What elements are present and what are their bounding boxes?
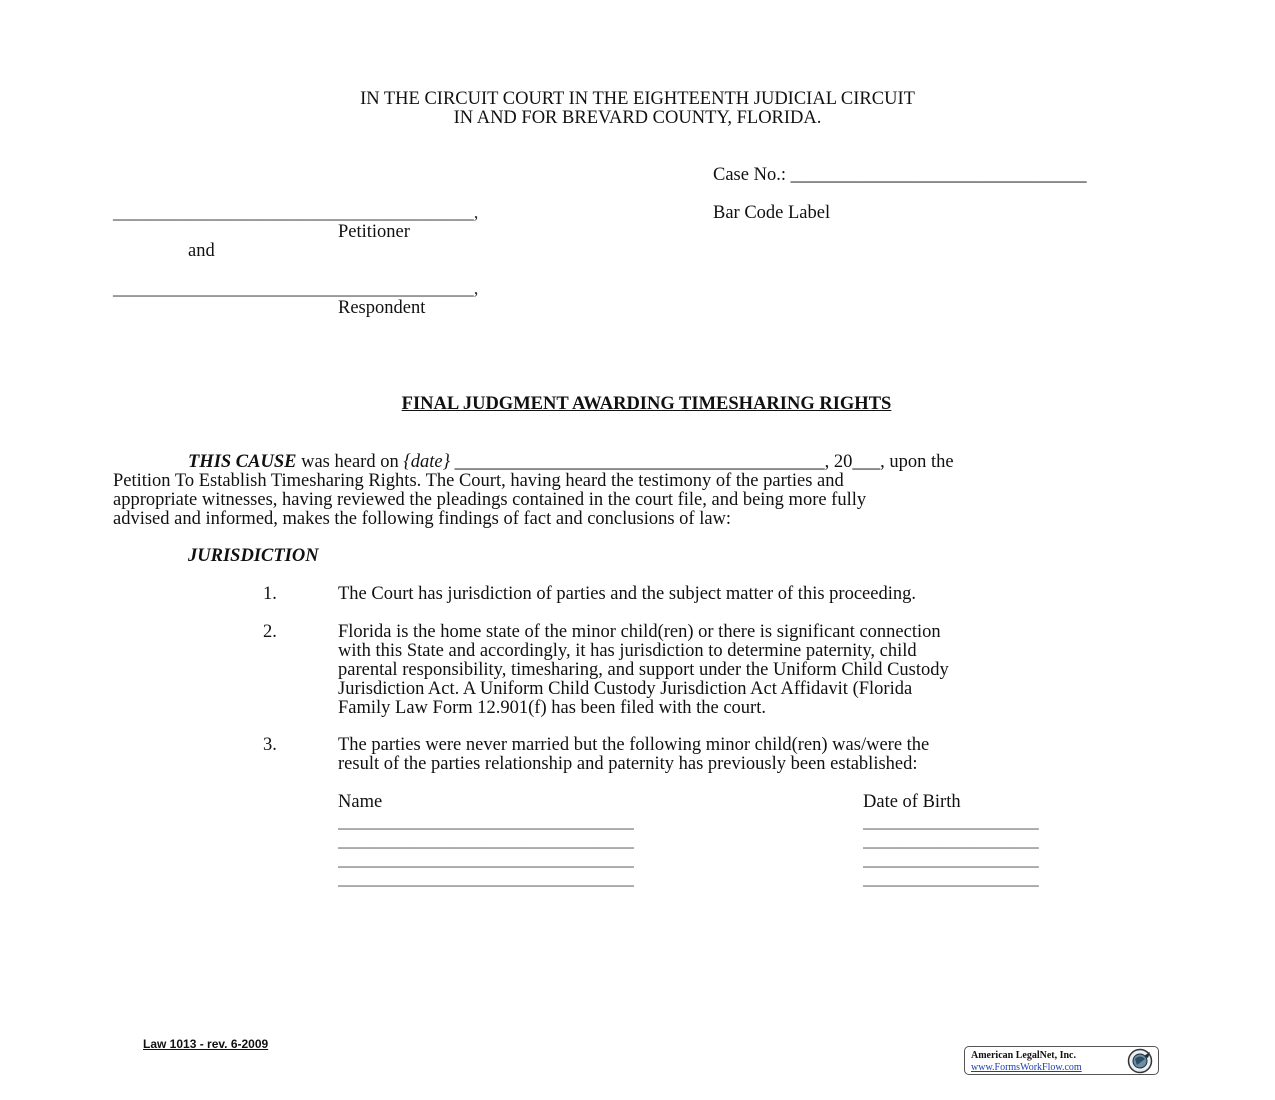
date-placeholder: {date} [403,452,450,472]
item-line: Jurisdiction Act. A Uniform Child Custody Jurisdiction Act Affidavit (Florida [338,679,913,699]
bar-code-label: Bar Code Label [713,203,831,223]
globe-seal-icon [1126,1048,1154,1074]
child-dob-blank[interactable]: ___________________ [863,869,1039,888]
jurisdiction-item-2 [338,623,1168,718]
american-legalnet-logo[interactable] [964,1046,1159,1075]
item-number: 1. [263,584,277,604]
child-dob-blank[interactable]: ___________________ [863,812,1039,831]
case-number-blank[interactable]: ________________________________ [790,165,1087,185]
intro-line-4: advised and informed, makes the following findings of fact and conclusions of law: [113,509,732,529]
respondent-name-blank[interactable]: _______________________________________, [113,279,479,299]
and-label: and [188,241,215,261]
item-number: 2. [263,622,277,642]
item-line: The Court has jurisdiction of parties and the subject matter of this proceeding. [338,584,916,604]
item-line: with this State and accordingly, it has jurisdiction to determine paternity, child [338,641,917,661]
child-name-blank[interactable]: ________________________________ [338,812,634,831]
hearing-date-blank[interactable]: ________________________________________, 20___, upon the [450,452,954,472]
jurisdiction-heading: JURISDICTION [188,546,319,566]
item-number: 3. [263,735,277,755]
item-line: The parties were never married but the following minor child(ren) was/were the [338,735,930,755]
court-caption-line1: IN THE CIRCUIT COURT IN THE EIGHTEENTH JUDICIAL CIRCUIT [360,89,915,109]
petitioner-name-blank[interactable]: _______________________________________, [113,203,479,223]
item-line: parental responsibility, timesharing, and support under the Uniform Child Custody [338,660,949,680]
was-heard-on-text: was heard on [296,452,404,472]
case-number-field [713,166,1087,185]
child-name-header: Name [338,792,383,812]
case-number-label: Case No.: [713,165,786,185]
jurisdiction-item-3 [338,736,1168,774]
respondent-label: Respondent [338,298,426,318]
child-dob-blank[interactable]: ___________________ [863,831,1039,850]
intro-line-2: Petition To Establish Timesharing Rights. The Court, having heard the testimony of the parties and [113,471,844,491]
item-line: result of the parties relationship and paternity has previously been established: [338,754,918,774]
child-name-blank[interactable]: ________________________________ [338,850,634,869]
petitioner-label: Petitioner [338,222,410,242]
court-caption-line2: IN AND FOR BREVARD COUNTY, FLORIDA. [453,108,822,128]
intro-paragraph [113,453,1163,529]
intro-line-1 [113,453,1163,472]
child-name-blank[interactable]: ________________________________ [338,869,634,888]
item-line: Florida is the home state of the minor child(ren) or there is significant connection [338,622,941,642]
document-title: FINAL JUDGMENT AWARDING TIMESHARING RIGHTS [401,394,892,414]
intro-line-3: appropriate witnesses, having reviewed the pleadings contained in the court file, and being more fully [113,490,867,510]
child-name-blank[interactable]: ________________________________ [338,831,634,850]
item-line: Family Law Form 12.901(f) has been filed with the court. [338,698,766,718]
jurisdiction-item-1 [338,585,1168,604]
logo-company-name: American LegalNet, Inc. [971,1050,1076,1061]
this-cause-text: THIS CAUSE [188,452,297,472]
child-dob-blank[interactable]: ___________________ [863,850,1039,869]
form-code: Law 1013 - rev. 6-2009 [143,1037,269,1051]
logo-website-link[interactable]: www.FormsWorkFlow.com [971,1062,1082,1073]
child-dob-header: Date of Birth [863,792,961,812]
